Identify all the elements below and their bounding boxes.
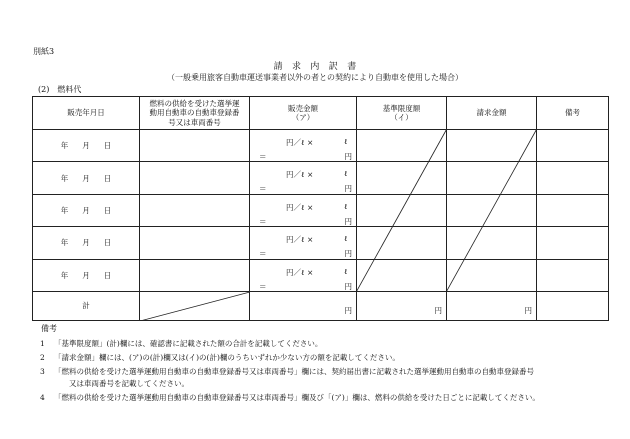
table-row (33, 194, 609, 226)
total-label: 計 (33, 291, 140, 320)
header-standard-limit: 基準限度額 （イ） (357, 97, 447, 130)
header-sales-amount: 販売金額 （ア） (250, 97, 357, 130)
document-title: 請 求 内 訳 書 (273, 62, 357, 72)
table-row (33, 227, 609, 259)
document-subtitle: （一般乗用旅客自動車運送事業者以外の者との契約により自動車を使用した場合） (167, 73, 463, 82)
table-row (33, 162, 609, 194)
note-item: 4 「燃料の供給を受けた選挙運動用自動車の自動車登録番号又は車両番号」欄及び「(ア)」欄は、燃料の供給を受けた日ごとに記載してください。 (40, 393, 540, 402)
diagonal-line (140, 292, 250, 321)
note-item: 2 「請求金額」欄には、(ア)の(計)欄又は(イ)の(計)欄のうちいずれか少ない方の額を記載してください。 (40, 353, 400, 362)
billing-amount-cell (447, 227, 537, 259)
vehicle-number-cell (140, 259, 250, 291)
vehicle-number-cell (140, 194, 250, 226)
header-remarks: 備考 (537, 97, 609, 130)
vehicle-number-cell (140, 130, 250, 162)
table-row (33, 259, 609, 291)
standard-limit-cell (357, 130, 447, 162)
note-item: 3 「燃料の供給を受けた選挙運動用自動車の自動車登録番号又は車両番号」欄には、契約届出書に記載された選挙運動用自動車の自動車登録番号 (40, 367, 534, 376)
billing-amount-cell (447, 130, 537, 162)
sale-date-cell: 年 月 日 (33, 130, 140, 162)
remarks-cell (537, 259, 609, 291)
vehicle-number-cell (140, 162, 250, 194)
standard-limit-cell (357, 227, 447, 259)
remarks-cell (537, 130, 609, 162)
sales-amount-cell: 円／ℓ × ℓ ＝ 円 (250, 162, 357, 194)
total-billing-amount: 円 (447, 291, 537, 320)
note-item: 又は車両番号を記載してください。 (69, 379, 189, 388)
note-item: 1 「基準限度額」(計)欄には、確認書に記載された額の合計を記載してください。 (40, 339, 323, 348)
sales-amount-cell: 円／ℓ × ℓ ＝ 円 (250, 227, 357, 259)
sales-amount-cell: 円／ℓ × ℓ ＝ 円 (250, 130, 357, 162)
sale-date-cell: 年 月 日 (33, 194, 140, 226)
sale-date-cell: 年 月 日 (33, 259, 140, 291)
billing-amount-cell (447, 162, 537, 194)
sales-amount-cell: 円／ℓ × ℓ ＝ 円 (250, 259, 357, 291)
attachment-label: 別紙3 (33, 47, 55, 56)
billing-amount-cell (447, 194, 537, 226)
sale-date-cell: 年 月 日 (33, 227, 140, 259)
billing-amount-cell (447, 259, 537, 291)
standard-limit-cell (357, 194, 447, 226)
total-row (33, 291, 609, 320)
sales-amount-cell: 円／ℓ × ℓ ＝ 円 (250, 194, 357, 226)
table-header-row (33, 97, 609, 130)
remarks-cell (537, 227, 609, 259)
total-remarks (537, 291, 609, 320)
standard-limit-cell (357, 259, 447, 291)
notes-title: 備考 (41, 324, 57, 333)
fuel-cost-table (32, 96, 609, 321)
standard-limit-cell (357, 162, 447, 194)
remarks-cell (537, 194, 609, 226)
table-row (33, 130, 609, 162)
remarks-cell (537, 162, 609, 194)
vehicle-number-cell (140, 227, 250, 259)
total-vehicle-cell-crossed (140, 291, 250, 320)
header-sale-date: 販売年月日 (33, 97, 140, 130)
total-standard-limit: 円 (357, 291, 447, 320)
header-vehicle-number: 燃料の供給を受けた選挙運 動用自動車の自動車登録番 号又は車両番号 (140, 97, 250, 130)
total-sales-amount: 円 (250, 291, 357, 320)
header-billing-amount: 請求金額 (447, 97, 537, 130)
section-heading: (2) 燃料代 (38, 85, 82, 94)
sale-date-cell: 年 月 日 (33, 162, 140, 194)
